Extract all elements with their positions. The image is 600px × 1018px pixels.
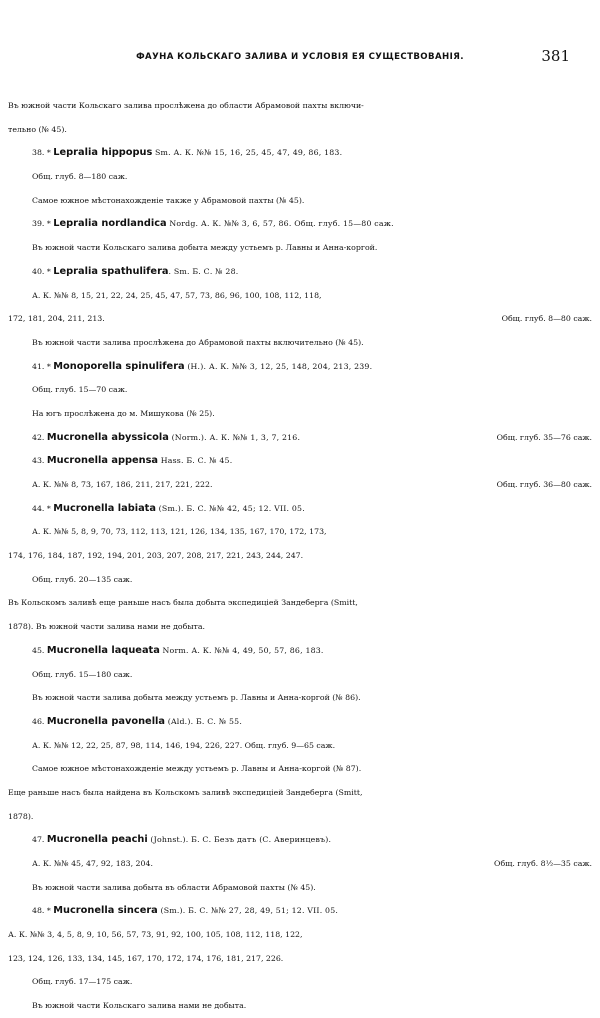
species-details: (H.). А. К. №№ 3, 12, 25, 148, 204, 213, 239. — [184, 361, 373, 371]
text-line — [0, 165, 600, 189]
line-text: А. К. №№ 8, 15, 21, 22, 24, 25, 45, 47, 57, 73, 86, 96, 100, 108, 112, 118, — [32, 290, 322, 300]
line-text: Въ южной части залива добыта между устьемъ р. Лавны и Анна-коргой (№ 86). — [32, 693, 361, 703]
running-title: ФАУНА КОЛЬСКАГО ЗАЛИВА И УСЛОВІЯ ЕЯ СУЩЕСТВОВАНІЯ. — [136, 52, 464, 62]
line-text: тельно (№ 45). — [8, 124, 67, 134]
text-line — [0, 473, 600, 497]
line-text: 123, 124, 126, 133, 134, 145, 167, 170, 172, 174, 176, 181, 217, 226. — [8, 953, 284, 963]
species-entry — [0, 899, 600, 923]
species-details: (Johnst.). Б. С. Безъ датъ (С. Аверинцевъ). — [147, 835, 332, 845]
species-entry — [0, 497, 600, 521]
line-text: Въ южной части Кольскаго залива прослѣжена до области Абрамовой пахты включи- — [8, 101, 364, 110]
depth-range: Общ. глуб. 8—80 саж. — [501, 314, 592, 324]
line-text: Общ. глуб. 20—135 саж. — [32, 574, 133, 584]
species-entry — [0, 828, 600, 852]
species-number: 43. — [32, 456, 45, 466]
species-details: . Sm. Б. С. № 28. — [168, 266, 239, 276]
text-line — [0, 284, 600, 308]
species-details: (Norm.). А. К. №№ 1, 3, 7, 216. — [168, 432, 301, 442]
species-number: 47. — [32, 835, 45, 845]
line-text: Еще раньше насъ была найдена въ Кольскомъ заливѣ экспедиціей Зандеберга (Smitt, — [8, 787, 363, 797]
species-number: 48. — [32, 906, 45, 916]
text-line — [0, 805, 600, 829]
text-line — [0, 970, 600, 994]
text-line — [0, 947, 600, 971]
line-text: Въ южной части Кольскаго залива нами не добыта. — [32, 1001, 247, 1011]
species-details: (Sm.). Б. С. №№ 42, 45; 12. VII. 05. — [155, 503, 305, 513]
line-text: Общ. глуб. 8—180 саж. — [32, 172, 128, 182]
page-number: 381 — [541, 47, 570, 65]
species-name: Lepralia hippopus — [53, 147, 153, 159]
line-text: 1878). Въ южной части залива нами не добыта. — [8, 622, 205, 632]
species-number: 38. — [32, 148, 45, 158]
species-entry — [0, 260, 600, 284]
text-line — [0, 402, 600, 426]
text-line — [0, 378, 600, 402]
species-number: 44. — [32, 503, 45, 513]
species-name: Mucronella laqueata — [46, 644, 160, 656]
new-record-mark: * — [46, 266, 51, 276]
line-text: А. К. №№ 45, 47, 92, 183, 204. — [32, 859, 153, 868]
text-line — [0, 615, 600, 639]
text-line — [0, 94, 600, 118]
page-header — [0, 47, 600, 72]
line-text: А. К. №№ 5, 8, 9, 70, 73, 112, 113, 121, 126, 134, 135, 167, 170, 172, 173, — [32, 527, 327, 537]
line-text: Въ Кольскомъ заливѣ еще раньше насъ была добыта экспедиціей Зандеберга (Smitt, — [8, 598, 358, 608]
species-entry — [0, 426, 600, 450]
species-entry — [0, 639, 600, 663]
species-name: Mucronella sincera — [53, 905, 158, 917]
new-record-mark: * — [46, 906, 51, 916]
species-name: Lepralia nordlandica — [53, 218, 167, 230]
line-text: Самое южное мѣстонахожденіе между устьемъ р. Лавны и Анна-коргой (№ 87). — [32, 764, 362, 774]
text-line — [0, 591, 600, 615]
line-text: А. К. №№ 8, 73, 167, 186, 211, 217, 221, 222. — [32, 480, 213, 489]
line-text: А. К. №№ 12, 22, 25, 87, 98, 114, 146, 194, 226, 227. Общ. глуб. 9—65 саж. — [32, 740, 336, 750]
species-name: Mucronella peachi — [46, 834, 148, 846]
species-entry — [0, 710, 600, 734]
species-entry — [0, 355, 600, 379]
line-text: А. К. №№ 3, 4, 5, 8, 9, 10, 56, 57, 73, 91, 92, 100, 105, 108, 112, 118, 122, — [8, 930, 303, 940]
new-record-mark: * — [46, 503, 51, 513]
line-text: Общ. глуб. 15—180 саж. — [32, 669, 133, 679]
depth-range: Общ. глуб. 8½—35 саж. — [494, 859, 592, 868]
species-number: 46. — [32, 716, 45, 726]
new-record-mark: * — [46, 148, 51, 158]
species-number: 42. — [32, 432, 45, 442]
line-text: Самое южное мѣстонахожденіе также у Абрамовой пахты (№ 45). — [32, 195, 305, 205]
text-line — [0, 236, 600, 260]
species-entry — [0, 212, 600, 236]
text-line — [0, 781, 600, 805]
species-number: 39. — [32, 219, 45, 229]
text-line — [0, 520, 600, 544]
species-details: (Sm.). Б. С. №№ 27, 28, 49, 51; 12. VII. 05. — [157, 906, 339, 916]
line-text: Общ. глуб. 15—70 саж. — [32, 385, 128, 395]
species-number: 45. — [32, 645, 45, 655]
text-line — [0, 852, 600, 876]
species-name: Mucronella pavonella — [46, 715, 166, 727]
text-line — [0, 686, 600, 710]
species-name: Monoporella spinulifera — [53, 360, 185, 372]
species-name: Lepralia spathulifera — [53, 265, 169, 277]
text-line — [0, 994, 600, 1018]
line-text: Въ южной части залива прослѣжена до Абрамовой пахты включительно (№ 45). — [32, 337, 364, 347]
line-text: 1878). — [8, 811, 34, 821]
text-line — [0, 307, 600, 331]
species-number: 41. — [32, 361, 45, 371]
new-record-mark: * — [46, 361, 51, 371]
text-line — [0, 663, 600, 687]
species-details: Sm. А. К. №№ 15, 16, 25, 45, 47, 49, 86, 183. — [152, 148, 343, 158]
text-line — [0, 544, 600, 568]
species-number: 40. — [32, 266, 45, 276]
text-line — [0, 189, 600, 213]
species-details: Nordg. А. К. №№ 3, 6, 57, 86. Общ. глуб. 15—80 саж. — [166, 219, 394, 229]
species-details: Hass. Б. С. № 45. — [158, 456, 233, 466]
species-name: Mucronella appensa — [46, 455, 159, 467]
species-name: Mucronella labiata — [53, 502, 156, 514]
text-line — [0, 757, 600, 781]
depth-range: Общ. глуб. 36—80 саж. — [496, 480, 592, 489]
line-text: Общ. глуб. 17—175 саж. — [32, 977, 133, 987]
species-details: (Ald.). Б. С. № 55. — [165, 716, 243, 726]
species-name: Mucronella abyssicola — [46, 431, 169, 443]
page-body — [0, 94, 600, 1018]
text-line — [0, 331, 600, 355]
text-line — [0, 923, 600, 947]
line-text: 174, 176, 184, 187, 192, 194, 201, 203, 207, 208, 217, 221, 243, 244, 247. — [8, 551, 304, 561]
species-details: Norm. А. К. №№ 4, 49, 50, 57, 86, 183. — [159, 645, 324, 655]
line-text: На югъ прослѣжена до м. Мишукова (№ 25). — [32, 408, 215, 418]
line-text: 172, 181, 204, 211, 213. — [8, 314, 105, 324]
text-line — [0, 876, 600, 900]
species-entry — [0, 141, 600, 165]
text-line — [0, 118, 600, 142]
text-line — [0, 734, 600, 758]
new-record-mark: * — [46, 219, 51, 229]
species-entry — [0, 449, 600, 473]
text-line — [0, 568, 600, 592]
line-text: Въ южной части Кольскаго залива добыта между устьемъ р. Лавны и Анна-коргой. — [32, 243, 378, 253]
line-text: Въ южной части залива добыта въ области Абрамовой пахты (№ 45). — [32, 882, 316, 892]
depth-range: Общ. глуб. 35—76 саж. — [496, 432, 592, 442]
